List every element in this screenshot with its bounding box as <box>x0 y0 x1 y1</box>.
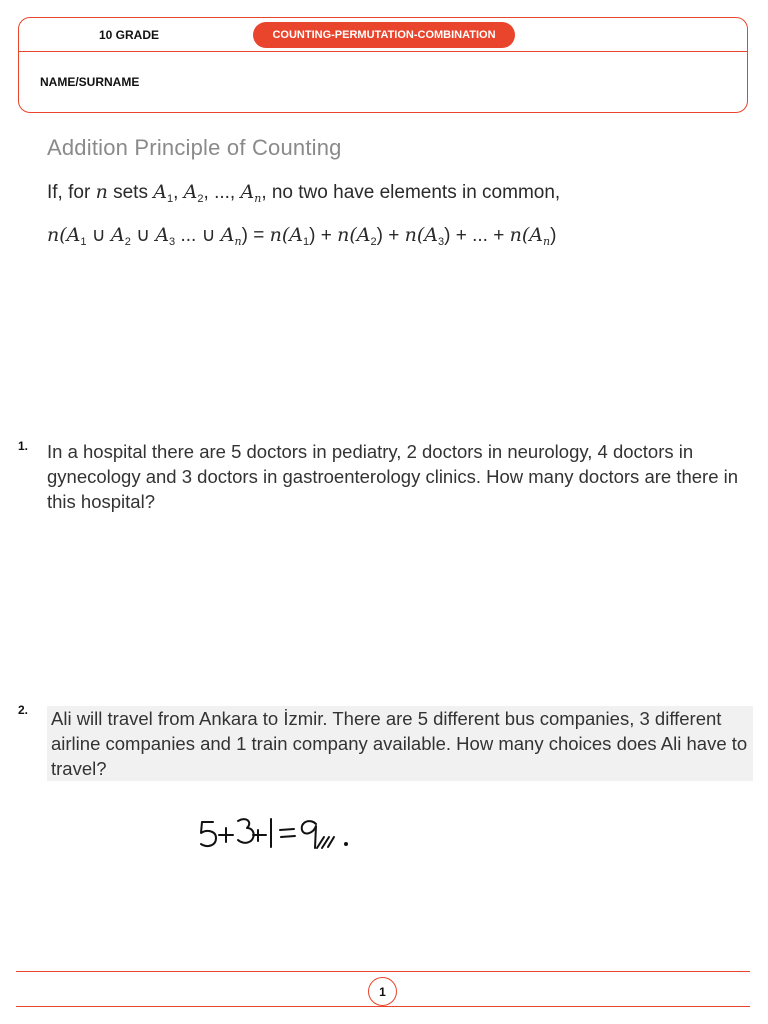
topic-badge: COUNTING-PERMUTATION-COMBINATION <box>253 22 515 48</box>
section-title: Addition Principle of Counting <box>47 135 342 160</box>
handwritten-answer <box>198 806 388 862</box>
question-1-number: 1. <box>18 439 29 453</box>
question-2-text: Ali will travel from Ankara to İzmir. There are 5 different bus companies, 3 different airline companies and 1 train company available. How many choices does Ali have to travel? <box>47 706 753 781</box>
footer-top-line <box>16 971 750 972</box>
footer-bottom-line <box>16 1006 750 1007</box>
question-1-text: In a hospital there are 5 doctors in pediatry, 2 doctors in neurology, 4 doctors in gynecology and 3 doctors in gastroenterology clinics. How many doctors are there in this hospital? <box>47 441 739 512</box>
principle-statement: If, for n sets $A_1$, $A_2$, ..., $A_n$, no two have elements in common, <box>47 181 561 205</box>
principle-formula: $n(A_1$ ∪ $A_2$ ∪ $A_3$ ... ∪ $A_n) = n(A_1) + n(A_2) + n(A_3)$ + ... + $n(A_n)$ <box>47 224 557 248</box>
page-number: 1 <box>368 977 397 1006</box>
header-box <box>18 17 748 113</box>
name-surname-label: NAME/SURNAME <box>40 75 140 89</box>
header-divider <box>19 51 747 52</box>
question-2-number: 2. <box>18 703 29 717</box>
grade-label: 10 GRADE <box>99 28 160 42</box>
